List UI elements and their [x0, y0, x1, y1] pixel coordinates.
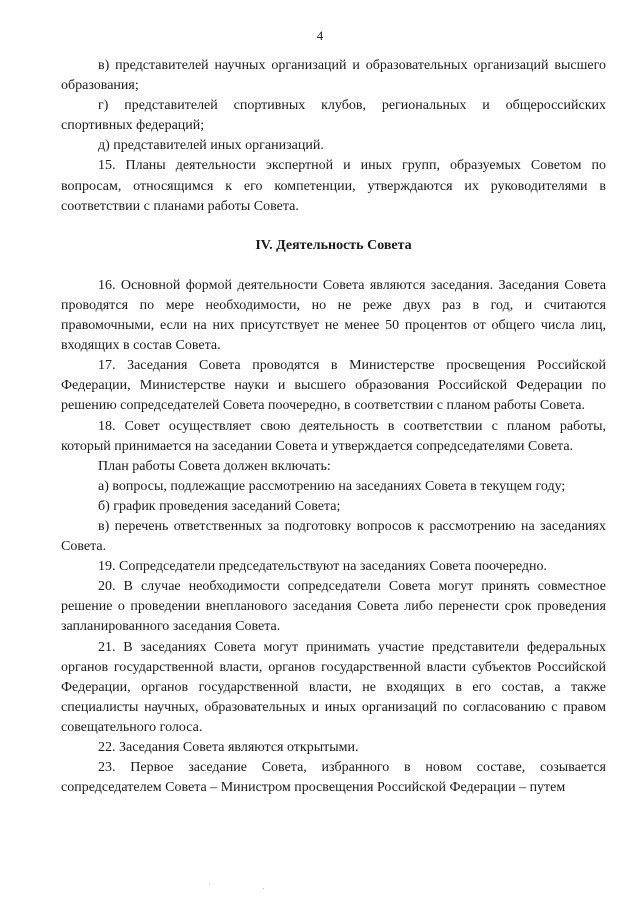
- clause-19: 19. Сопредседатели председательствуют на заседаниях Совета поочередно.: [98, 559, 548, 575]
- plan-intro: План работы Совета должен включать:: [98, 458, 331, 474]
- list-item-d: д) представителей иных организаций.: [98, 138, 324, 154]
- list-item-g: г) представителей спортивных клубов, региональных и общероссийских спортивных федераций;: [61, 98, 606, 134]
- plan-item-a: а) вопросы, подлежащие рассмотрению на заседаниях Совета в текущем году;: [98, 478, 566, 494]
- clause-23: 23. Первое заседание Совета, избранного в новом составе, созывается сопредседателем Совета – Министром просвещения Российской Федерации – путем: [61, 760, 606, 796]
- clause-15: 15. Планы деятельности экспертной и иных групп, образуемых Советом по вопросам, относящимся к его компетенции, утверждаются их руководителями в соответствии с планами работы Совета.: [61, 158, 606, 214]
- clause-20: 20. В случае необходимости сопредседатели Совета могут принять совместное решение о проведении внепланового заседания Совета либо перенести срок проведения запланированного заседания Совета.: [61, 579, 606, 635]
- clause-21: 21. В заседаниях Совета могут принимать участие представители федеральных органов государственной власти, органов государственной власти субъектов Российской Федерации, органов государственной власти, не входящих в его состав, а также специалисты научных, образовательных и иных организаций по согласованию с правом совещательного голоса.: [61, 639, 606, 735]
- section-heading: IV. Деятельность Совета: [255, 237, 412, 253]
- document-body: [61, 56, 606, 798]
- clause-16: 16. Основной формой деятельности Совета являются заседания. Заседания Совета проводятся по мере необходимости, но не реже двух раз в год, и считаются правомочными, если на них присутствует не менее 50 процентов от общего числа лиц, входящих в состав Совета.: [61, 277, 606, 354]
- scan-speck: [263, 888, 264, 889]
- plan-item-v: в) перечень ответственных за подготовку вопросов к рассмотрению на заседаниях Совета.: [61, 518, 606, 555]
- clause-18: 18. Совет осуществляет свою деятельность в соответствии с планом работы, который принимается на заседании Совета и утверждается сопредседателями Совета.: [61, 418, 606, 454]
- page-number: 4: [316, 28, 324, 43]
- clause-22: 22. Заседания Совета являются открытыми.: [98, 740, 359, 755]
- plan-item-b: б) график проведения заседаний Совета;: [98, 498, 341, 514]
- scan-speck: [209, 884, 210, 885]
- clause-17: 17. Заседания Совета проводятся в Министерстве просвещения Российской Федерации, Министерстве науки и высшего образования Российской Федерации по решению сопредседателей Совета поочередно, в соответствии с планом работы Совета.: [61, 358, 606, 414]
- list-item-v: в) представителей научных организаций и образовательных организаций высшего образования;: [61, 58, 606, 94]
